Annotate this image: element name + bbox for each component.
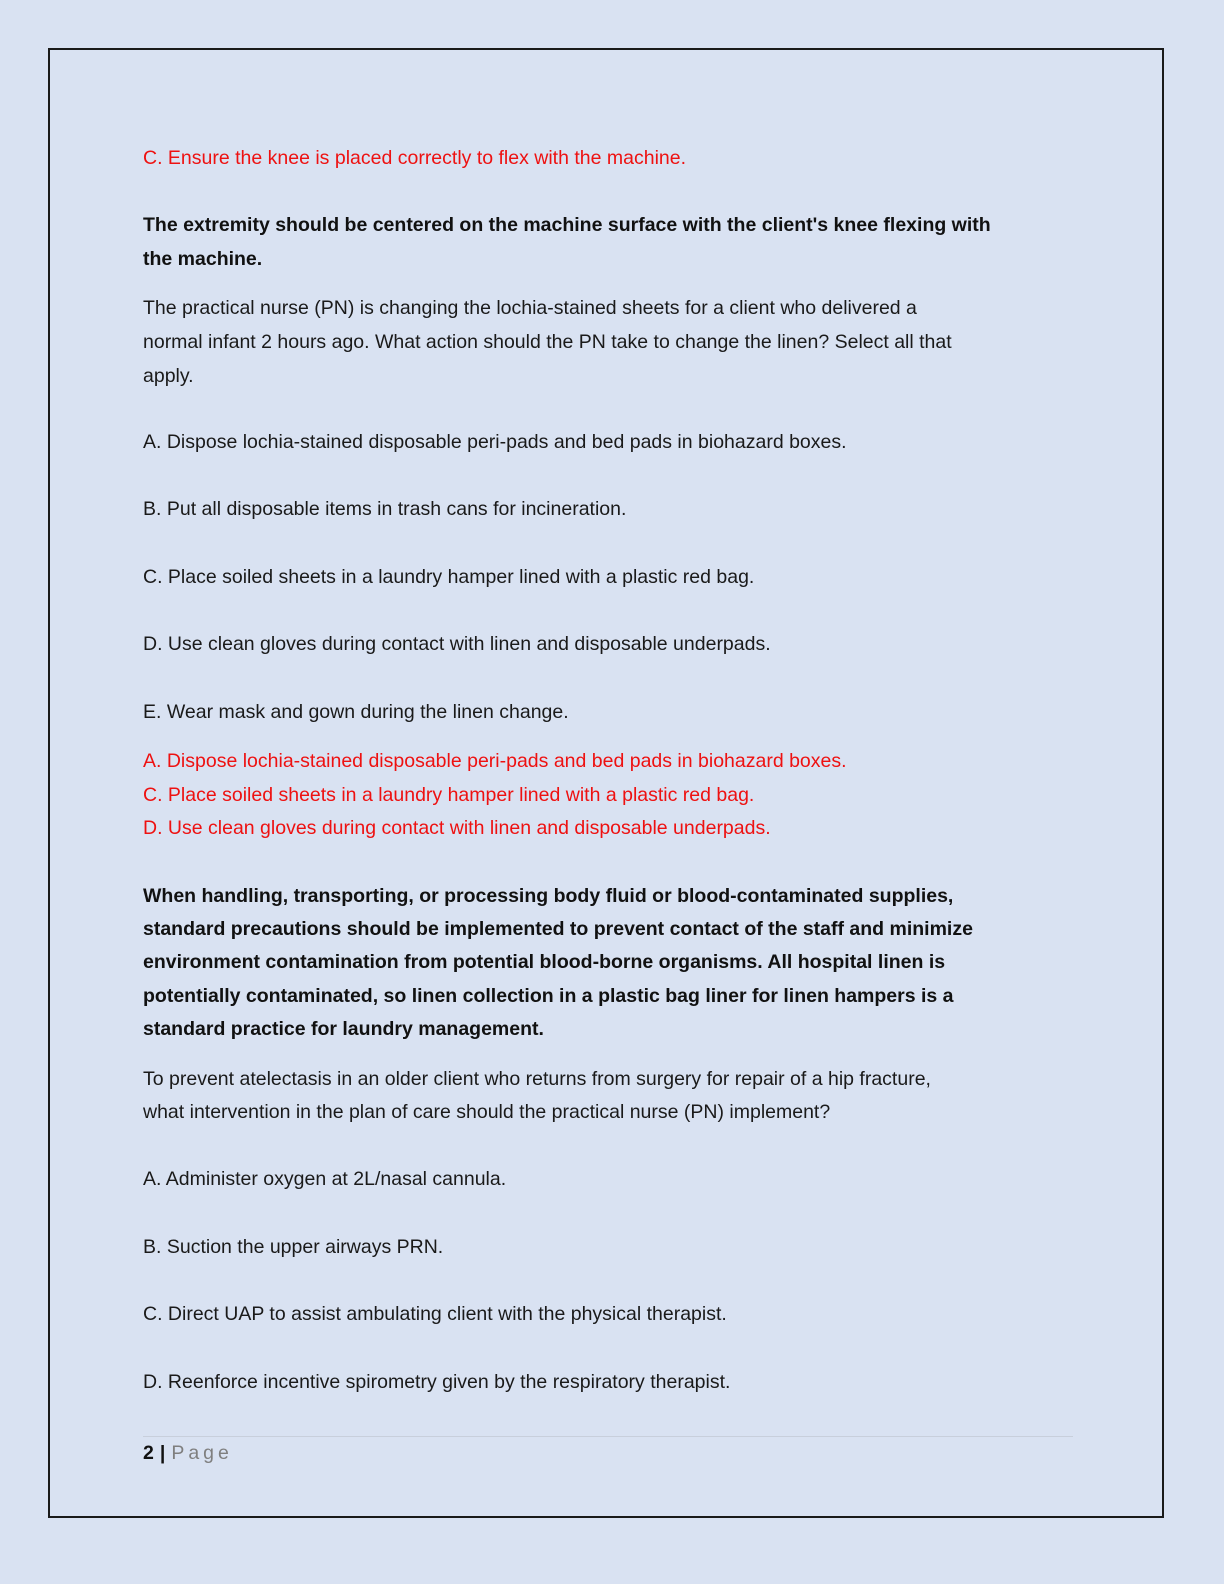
question-2-line-2: normal infant 2 hours ago. What action should the PN take to change the linen? Select all that xyxy=(143,331,952,353)
footer-divider xyxy=(143,1436,1073,1437)
option-3c: C. Direct UAP to assist ambulating client with the physical therapist. xyxy=(143,1303,727,1325)
question-3-line-1: To prevent atelectasis in an older client who returns from surgery for repair of a hip fracture, xyxy=(143,1068,931,1090)
rationale-1-line-2: the machine. xyxy=(143,248,263,270)
rationale-2-line-5: standard practice for laundry management. xyxy=(143,1018,544,1040)
rationale-2-line-1: When handling, transporting, or processing body fluid or blood-contaminated supplies, xyxy=(143,885,954,907)
answer-2d: D. Use clean gloves during contact with linen and disposable underpads. xyxy=(143,817,771,839)
page-footer xyxy=(143,1441,233,1465)
option-3b: B. Suction the upper airways PRN. xyxy=(143,1236,444,1258)
question-2-line-3: apply. xyxy=(143,365,194,387)
option-2a: A. Dispose lochia-stained disposable peri-pads and bed pads in biohazard boxes. xyxy=(143,431,847,453)
page-number: 2 xyxy=(143,1442,154,1464)
rationale-2-line-4: potentially contaminated, so linen collection in a plastic bag liner for linen hampers is a xyxy=(143,985,954,1007)
rationale-2-line-3: environment contamination from potential blood-borne organisms. All hospital linen is xyxy=(143,951,946,973)
option-2e: E. Wear mask and gown during the linen change. xyxy=(143,701,569,723)
answer-2c: C. Place soiled sheets in a laundry hamper lined with a plastic red bag. xyxy=(143,784,755,806)
rationale-1-line-1: The extremity should be centered on the machine surface with the client's knee flexing with xyxy=(143,214,991,236)
option-2b: B. Put all disposable items in trash cans for incineration. xyxy=(143,498,627,520)
option-3a: A. Administer oxygen at 2L/nasal cannula. xyxy=(143,1168,507,1190)
question-2-line-1: The practical nurse (PN) is changing the lochia-stained sheets for a client who delivered a xyxy=(143,297,917,319)
rationale-2-line-2: standard precautions should be implemented to prevent contact of the staff and minimize xyxy=(143,918,973,940)
option-2d: D. Use clean gloves during contact with linen and disposable underpads. xyxy=(143,633,771,655)
page-label: Page xyxy=(171,1442,233,1464)
option-2c: C. Place soiled sheets in a laundry hamper lined with a plastic red bag. xyxy=(143,566,755,588)
question-3-line-2: what intervention in the plan of care should the practical nurse (PN) implement? xyxy=(143,1101,831,1123)
option-3d: D. Reenforce incentive spirometry given by the respiratory therapist. xyxy=(143,1371,731,1393)
answer-2a: A. Dispose lochia-stained disposable peri-pads and bed pads in biohazard boxes. xyxy=(143,750,847,772)
footer-separator: | xyxy=(159,1442,166,1464)
answer-1: C. Ensure the knee is placed correctly to flex with the machine. xyxy=(143,147,687,169)
